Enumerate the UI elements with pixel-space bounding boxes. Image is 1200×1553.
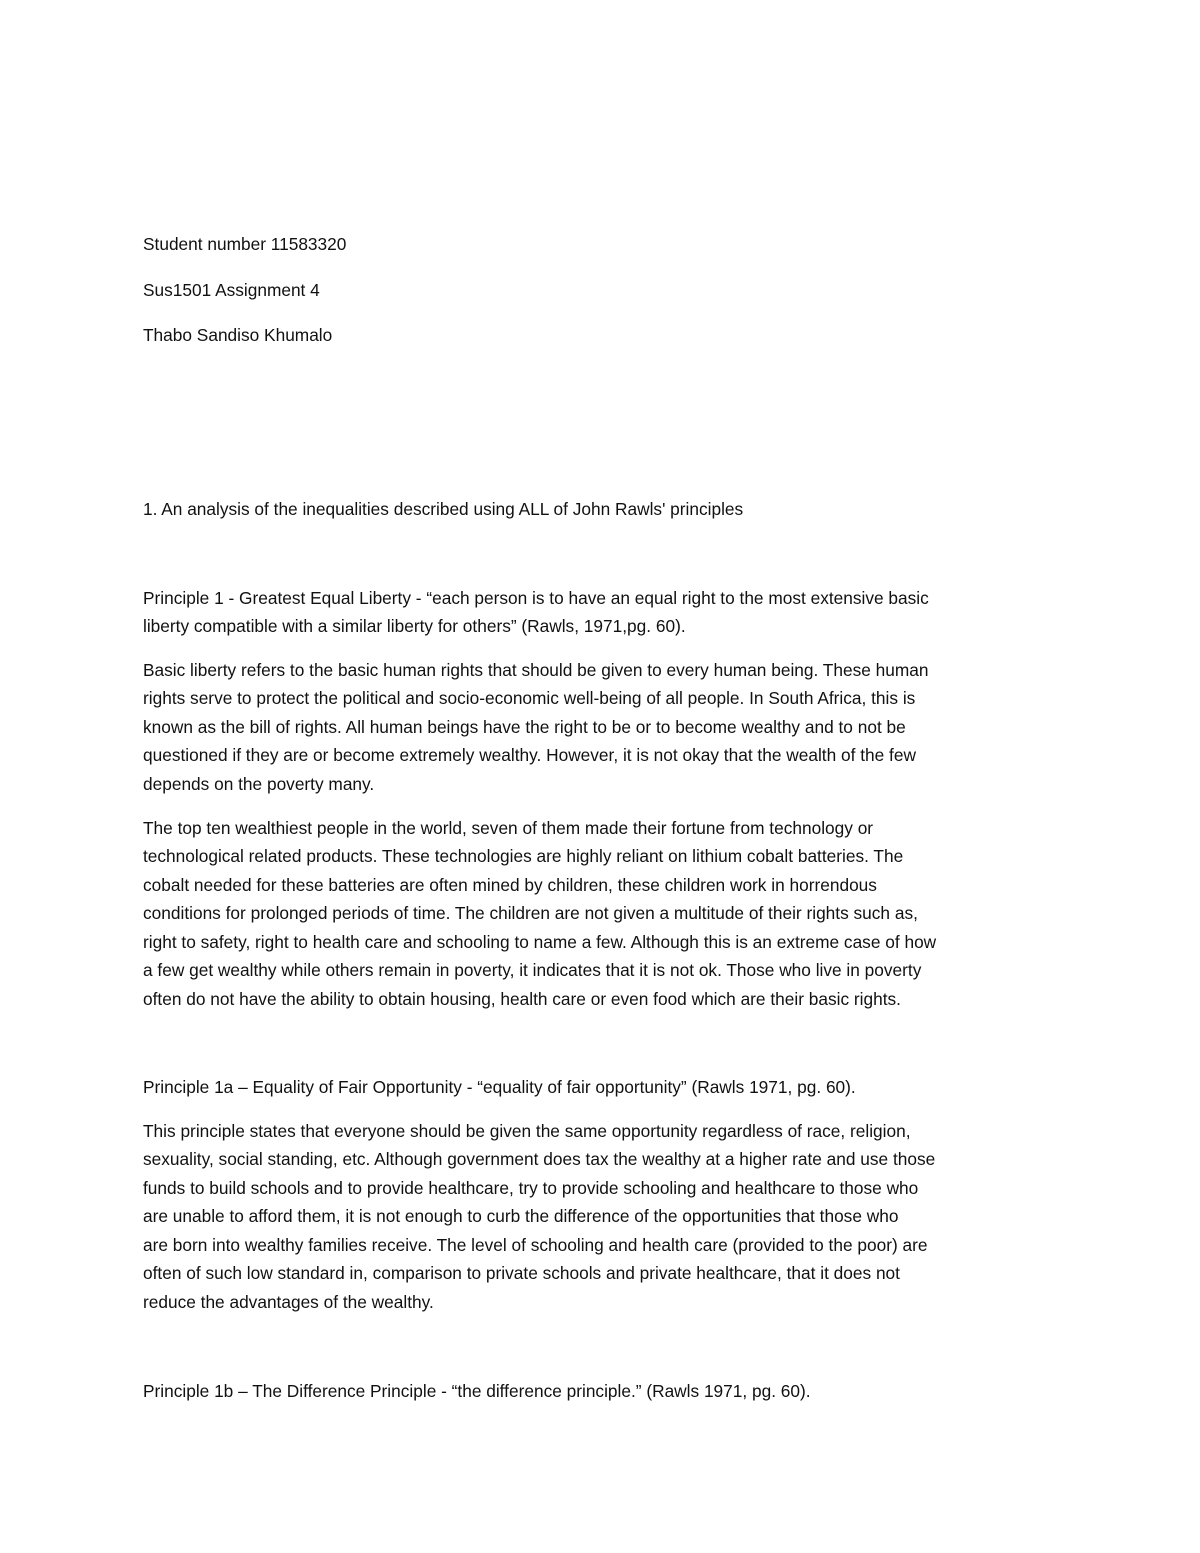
principle-1a-paragraph-line: This principle states that everyone should be given the same opportunity regardless of race, religion, — [143, 1121, 911, 1141]
principle-1-heading-line: liberty compatible with a similar liberty for others” (Rawls, 1971,pg. 60). — [143, 616, 686, 636]
principle-1-paragraph-2-line: a few get wealthy while others remain in poverty, it indicates that it is not ok. Those who live in poverty — [143, 960, 922, 980]
principle-1-paragraph-2-line: The top ten wealthiest people in the world, seven of them made their fortune from technology or — [143, 818, 874, 838]
principle-1-paragraph-1-line: questioned if they are or become extremely wealthy. However, it is not okay that the wealth of the few — [143, 745, 916, 765]
principle-1-paragraph-1-line: depends on the poverty many. — [143, 774, 375, 794]
principle-1a-paragraph-line: funds to build schools and to provide healthcare, try to provide schooling and healthcare to those who — [143, 1178, 919, 1198]
principle-1-paragraph-2-line: often do not have the ability to obtain housing, health care or even food which are their basic rights. — [143, 989, 901, 1009]
principle-1-paragraph-1-line: Basic liberty refers to the basic human rights that should be given to every human being. These human — [143, 660, 929, 680]
principle-1-paragraph-1-line: rights serve to protect the political and socio-economic well-being of all people. In South Africa, this is — [143, 688, 916, 708]
principle-1-paragraph-2-line: conditions for prolonged periods of time. The children are not given a multitude of their rights such as, — [143, 903, 918, 923]
principle-1a-paragraph-line: often of such low standard in, comparison to private schools and private healthcare, that it does not — [143, 1263, 900, 1283]
principle-1a-paragraph-line: sexuality, social standing, etc. Although government does tax the wealthy at a higher rate and use those — [143, 1149, 936, 1169]
principle-1-paragraph-1-line: known as the bill of rights. All human beings have the right to be or to become wealthy and to not be — [143, 717, 906, 737]
student-number: Student number 11583320 — [143, 234, 347, 254]
principle-1-heading-line: Principle 1 - Greatest Equal Liberty - “each person is to have an equal right to the most extensive basic — [143, 588, 929, 608]
principle-1-paragraph-2-line: right to safety, right to health care and schooling to name a few. Although this is an extreme case of how — [143, 932, 937, 952]
question-heading: 1. An analysis of the inequalities described using ALL of John Rawls' principles — [143, 499, 744, 519]
principle-1a-paragraph-line: reduce the advantages of the wealthy. — [143, 1292, 434, 1312]
assignment-title: Sus1501 Assignment 4 — [143, 280, 320, 300]
principle-1b-heading: Principle 1b – The Difference Principle - “the difference principle.” (Rawls 1971, pg. 60). — [143, 1381, 811, 1401]
principle-1-paragraph-2-line: technological related products. These technologies are highly reliant on lithium cobalt batteries. The — [143, 846, 904, 866]
principle-1a-heading: Principle 1a – Equality of Fair Opportunity - “equality of fair opportunity” (Rawls 1971, pg. 60). — [143, 1077, 856, 1097]
principle-1a-paragraph-line: are unable to afford them, it is not enough to curb the difference of the opportunities that those who — [143, 1206, 899, 1226]
student-name: Thabo Sandiso Khumalo — [143, 325, 333, 345]
principle-1a-paragraph-line: are born into wealthy families receive. The level of schooling and health care (provided to the poor) are — [143, 1235, 928, 1255]
principle-1-paragraph-2-line: cobalt needed for these batteries are often mined by children, these children work in horrendous — [143, 875, 877, 895]
